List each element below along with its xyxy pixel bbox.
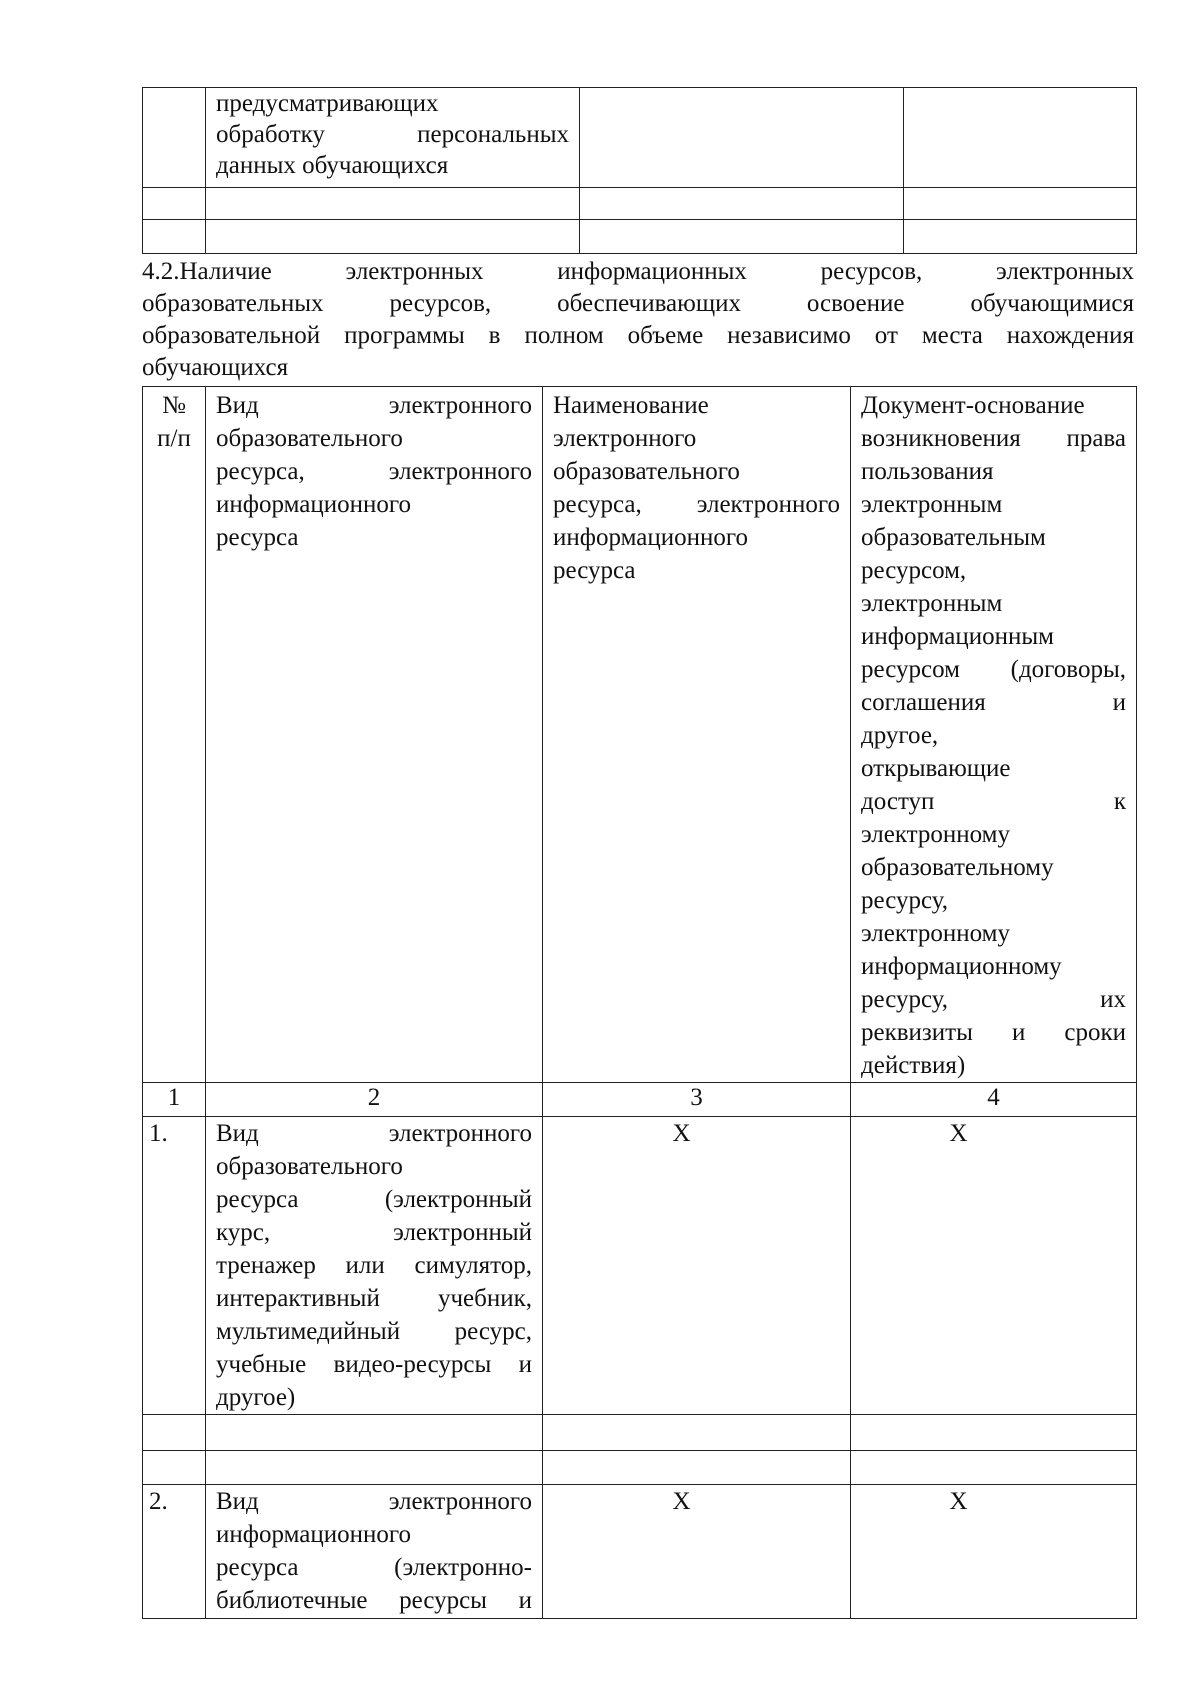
header-line: ресурсу, их	[861, 986, 1126, 1013]
header-line: ресурсу,	[861, 887, 948, 914]
column-number-row	[143, 1083, 1137, 1117]
header-line: действия)	[861, 1052, 966, 1079]
heading-line: обучающихся	[142, 354, 289, 381]
table-cell	[904, 220, 1137, 254]
header-line: соглашения и	[861, 689, 1126, 716]
header-line: информационного	[553, 524, 748, 551]
table-row	[143, 1485, 1137, 1619]
row-description	[206, 1117, 543, 1415]
header-line: реквизиты и сроки	[861, 1019, 1126, 1046]
header-line: электронным	[861, 491, 1003, 518]
header-number	[143, 387, 206, 1083]
cell-line: Вид электронного	[216, 1120, 532, 1147]
header-line: информационного	[216, 491, 411, 518]
header-line: электронному	[861, 920, 1010, 947]
heading-line: 4.2.Наличие электронных информационных ресурсов, электронных	[142, 258, 1134, 285]
column-number: 2	[206, 1083, 543, 1117]
cell-line: информационного	[216, 1521, 411, 1548]
row-description	[206, 1485, 543, 1619]
table-row	[143, 188, 1137, 220]
cell-line: другое)	[216, 1384, 296, 1411]
header-line: другое,	[861, 722, 939, 749]
table-cell	[143, 220, 206, 254]
header-line: ресурса, электронного	[216, 458, 532, 485]
table-cell	[851, 1451, 1137, 1485]
table-cell	[851, 1415, 1137, 1451]
table-cell	[904, 188, 1137, 220]
heading-line: образовательной программы в полном объеме независимо от места нахождения	[142, 322, 1134, 349]
table-cell	[206, 1451, 543, 1485]
header-line: ресурса, электронного	[553, 491, 840, 518]
cell-line: учебные видео-ресурсы и	[216, 1351, 532, 1378]
cell-line: ресурса (электронный	[216, 1186, 532, 1213]
header-line: Вид электронного	[216, 392, 532, 419]
header-line: электронным	[861, 590, 1003, 617]
row-value: X	[543, 1117, 851, 1415]
column-number: 3	[543, 1083, 851, 1117]
cell-line: библиотечные ресурсы и	[216, 1587, 532, 1614]
header-line: информационному	[861, 953, 1062, 980]
top-table	[142, 87, 1137, 254]
header-line: ресурса	[553, 557, 636, 584]
header-document	[851, 387, 1137, 1083]
row-value: X	[543, 1485, 851, 1619]
header-line: образовательному	[861, 854, 1054, 881]
table-cell	[543, 1415, 851, 1451]
header-line: информационным	[861, 623, 1054, 650]
table-cell	[206, 188, 580, 220]
row-value: X	[851, 1485, 1137, 1619]
cell-line: курс, электронный	[216, 1219, 532, 1246]
cell-line: предусматривающих	[216, 90, 439, 117]
cell-line: интерактивный учебник,	[216, 1285, 532, 1312]
header-line: Документ-основание	[861, 392, 1085, 419]
header-line: образовательного	[553, 458, 740, 485]
table-cell	[143, 188, 206, 220]
table-cell	[206, 1415, 543, 1451]
column-number: 4	[851, 1083, 1137, 1117]
header-type	[206, 387, 543, 1083]
header-line: открывающие	[861, 755, 1011, 782]
cell-line: Вид электронного	[216, 1488, 532, 1515]
cell-line: ресурса (электронно-	[216, 1554, 532, 1581]
table-row	[143, 220, 1137, 254]
header-line: образовательного	[216, 425, 403, 452]
header-line: ресурсом (договоры,	[861, 656, 1126, 683]
table-cell	[543, 1451, 851, 1485]
header-line: доступ к	[861, 788, 1126, 815]
table-cell	[143, 1451, 206, 1485]
row-number: 1.	[143, 1117, 206, 1415]
table-cell-text	[206, 88, 580, 188]
table-row	[143, 1415, 1137, 1451]
section-heading	[142, 256, 1134, 384]
header-line: ресурса	[216, 524, 299, 551]
header-row	[143, 387, 1137, 1083]
header-line: возникновения права	[861, 425, 1126, 452]
table-cell	[580, 88, 904, 188]
cell-line: мультимедийный ресурс,	[216, 1318, 532, 1345]
table-cell	[580, 220, 904, 254]
table-cell	[143, 88, 206, 188]
header-line: п/п	[157, 425, 191, 452]
row-value: X	[851, 1117, 1137, 1415]
header-name	[543, 387, 851, 1083]
header-line: электронного	[553, 425, 697, 452]
resources-table	[142, 386, 1137, 1619]
cell-line: тренажер или симулятор,	[216, 1252, 532, 1279]
cell-line: данных обучающихся	[216, 152, 449, 179]
column-number: 1	[143, 1083, 206, 1117]
table-cell	[580, 188, 904, 220]
header-line: пользования	[861, 458, 994, 485]
header-line: №	[162, 392, 186, 419]
table-cell	[904, 88, 1137, 188]
cell-line: обработку персональных	[216, 121, 569, 148]
row-number: 2.	[143, 1485, 206, 1619]
table-cell	[206, 220, 580, 254]
heading-line: образовательных ресурсов, обеспечивающих освоение обучающимися	[142, 290, 1134, 317]
header-line: ресурсом,	[861, 557, 967, 584]
header-line: образовательным	[861, 524, 1046, 551]
table-cell	[143, 1415, 206, 1451]
header-line: электронному	[861, 821, 1010, 848]
header-line: Наименование	[553, 392, 709, 419]
table-row	[143, 88, 1137, 188]
cell-line: образовательного	[216, 1153, 403, 1180]
table-row	[143, 1451, 1137, 1485]
table-row	[143, 1117, 1137, 1415]
